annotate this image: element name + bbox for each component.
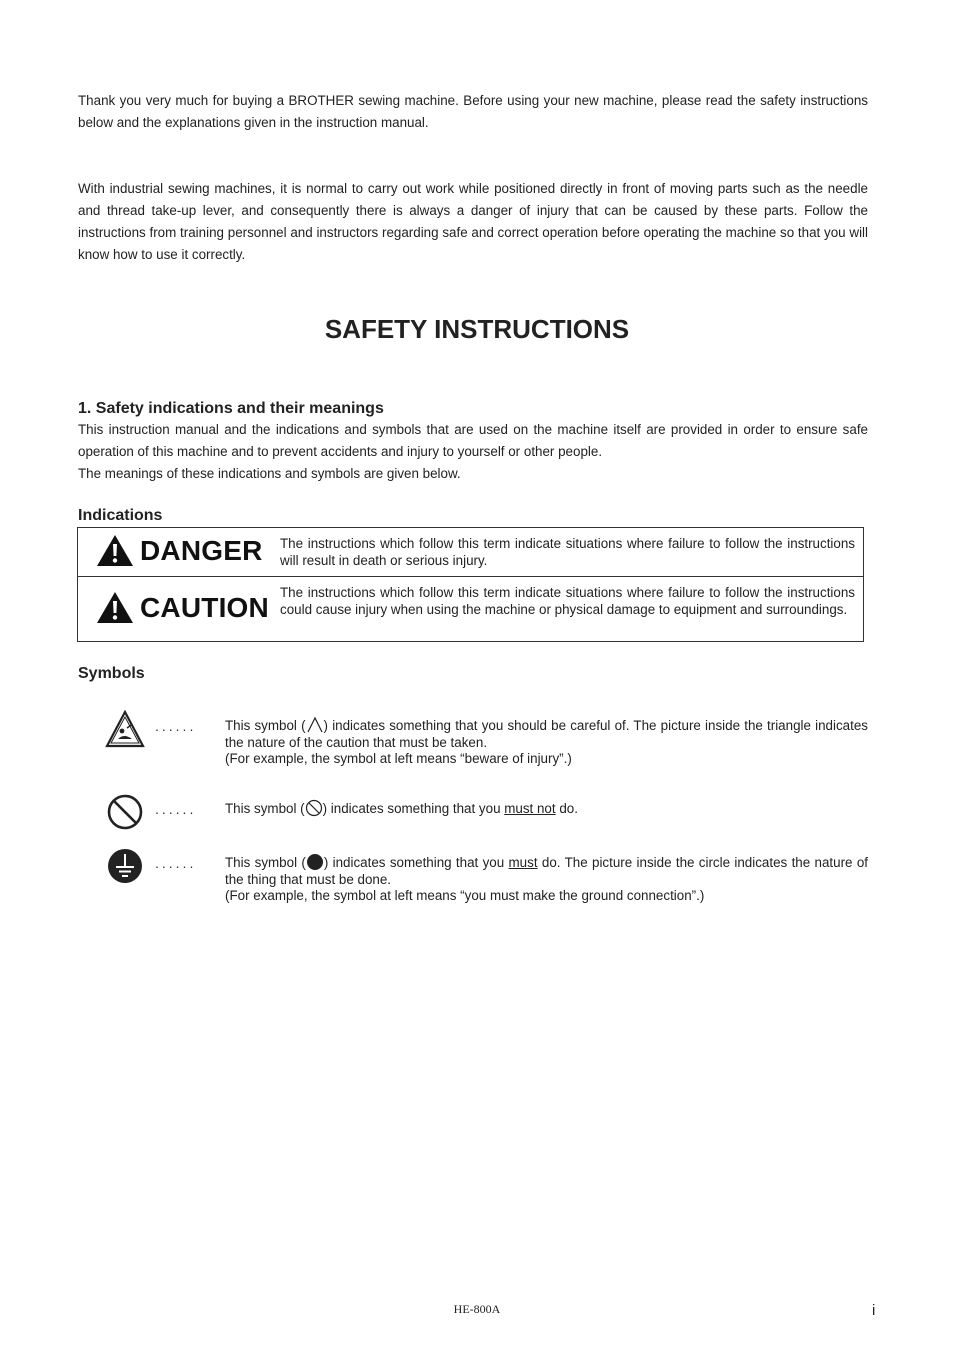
inline-prohibited-icon [305, 799, 323, 817]
warning-triangle-icon [96, 534, 134, 567]
symbol-prohibited-text [225, 799, 868, 818]
symbol-caution-post: ) indicates something that you should be careful of. The picture inside the triangle indicates the nature of the caution that must be taken. [225, 718, 868, 750]
caution-label: CAUTION [140, 591, 269, 623]
intro-paragraph-2: With industrial sewing machines, it is normal to carry out work while positioned directly in front of moving parts such as the needle and thread take-up lever, and consequently there is always a danger of injury that can be caused by these parts. Follow the instructions from training personnel and instructors regarding safe and correct operation before operating the machine so that you will know how to use it correctly. [78, 181, 868, 262]
symbol-mandatory-mid: ) indicates something that you [323, 855, 509, 870]
intro-paragraph-1: Thank you very much for buying a BROTHER sewing machine. Before using your new machine, please read the safety instructions below and the explanations given in the instruction manual. [78, 93, 868, 130]
symbol-dots: ...... [155, 718, 197, 734]
warning-triangle-icon [96, 591, 134, 624]
symbol-prohibited-emphasis: must not [504, 801, 556, 816]
symbol-prohibited-post: do. [555, 801, 578, 816]
symbol-caution-text [225, 716, 868, 768]
caution-description: The instructions which follow this term indicate situations where failure to follow the instructions could cause injury when using the machine or physical damage to equipment and surroundings. [280, 585, 855, 617]
indications-heading: Indications [78, 507, 163, 524]
danger-label: DANGER [140, 534, 263, 566]
symbol-mandatory-post: do. The picture inside the circle indicates the nature of the thing that must be done. [225, 855, 868, 887]
section-body-2: The meanings of these indications and symbols are given below. [78, 466, 461, 481]
inline-mandatory-icon [306, 853, 324, 871]
symbol-prohibited-mid: ) indicates something that you [322, 801, 505, 816]
symbol-caution-pre: This symbol ( [225, 718, 306, 733]
symbol-caution-example: (For example, the symbol at left means “beware of injury”.) [225, 751, 572, 767]
symbol-mandatory-entry [105, 847, 867, 907]
page-title: SAFETY INSTRUCTIONS [324, 314, 630, 344]
symbol-caution-entry [105, 710, 867, 770]
inline-caution-icon [306, 716, 324, 734]
section-body-1: This instruction manual and the indications and symbols that are used on the machine itself are provided in order to ensure safe operation of this machine and to prevent accidents and injury to yourself or other people. [78, 422, 868, 459]
symbol-prohibited-pre: This symbol ( [225, 801, 305, 816]
footer-model: HE-800A [453, 1302, 501, 1316]
symbols-heading: Symbols [78, 665, 145, 682]
indications-table [77, 527, 864, 642]
indication-row-caution [78, 577, 864, 642]
symbol-dots: ...... [155, 801, 197, 817]
symbol-mandatory-emphasis: must [508, 855, 538, 870]
caution-triangle-icon [105, 710, 145, 748]
section-heading: 1. Safety indications and their meanings [78, 400, 384, 417]
indication-row-danger [78, 528, 864, 577]
symbol-dots: ...... [155, 855, 197, 871]
symbol-mandatory-pre: This symbol ( [225, 855, 306, 870]
symbol-mandatory-example: (For example, the symbol at left means “you must make the ground connection”.) [225, 888, 705, 904]
ground-connection-icon [105, 847, 145, 885]
page-number: i [872, 1302, 876, 1319]
prohibited-circle-icon [105, 793, 145, 831]
danger-description: The instructions which follow this term indicate situations where failure to follow the instructions will result in death or serious injury. [280, 536, 855, 568]
symbol-prohibited-entry [105, 793, 867, 833]
symbol-mandatory-text [225, 853, 868, 905]
